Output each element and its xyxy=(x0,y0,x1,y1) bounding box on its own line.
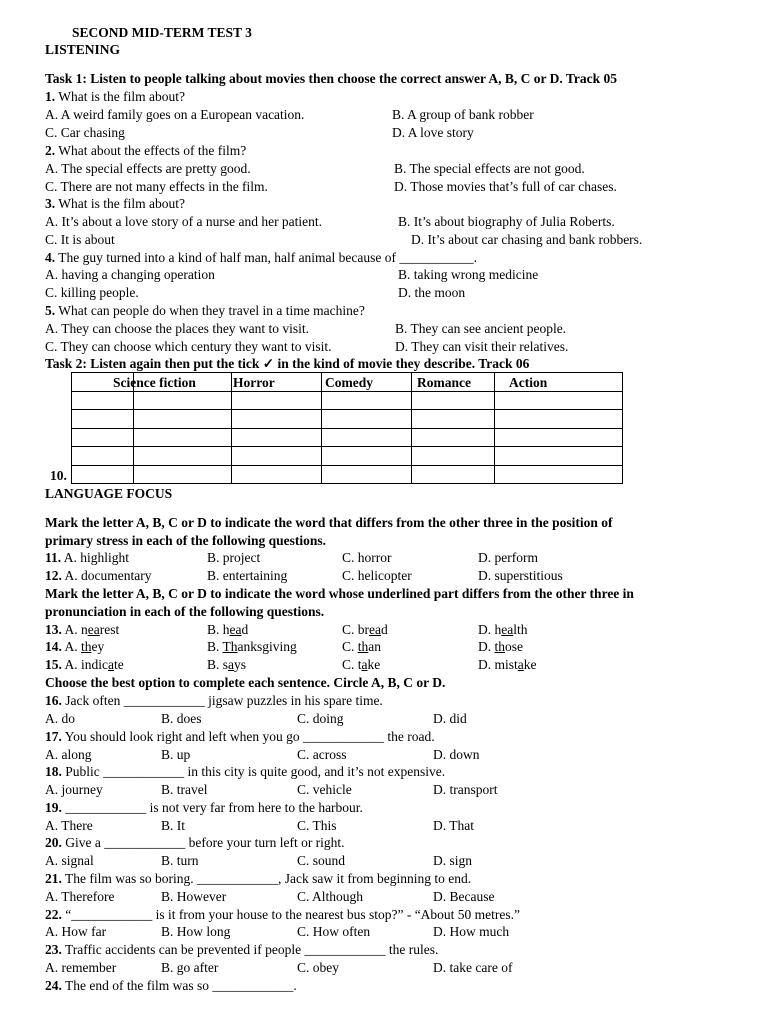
option-a: A. highlight xyxy=(61,550,130,565)
stress-instruction: primary stress in each of the following questions. xyxy=(45,533,327,548)
question-2 xyxy=(45,142,246,159)
option-c-text: ke xyxy=(367,657,381,672)
underlined-part: Th xyxy=(222,639,238,654)
option-2c: C. There are not many effects in the film. xyxy=(45,179,268,194)
option-2a: A. The special effects are pretty good. xyxy=(45,161,251,176)
question-5 xyxy=(45,302,365,319)
question-17 xyxy=(45,728,435,745)
option-a: A. signal xyxy=(45,853,94,868)
best-option-instruction: Choose the best option to complete each sentence. Circle A, B, C or D. xyxy=(45,675,446,690)
option-c-text: d xyxy=(380,622,388,637)
question-4 xyxy=(45,249,477,266)
option-a: A. journey xyxy=(45,782,103,797)
option-c: C. doing xyxy=(297,711,344,726)
option-c-text: C. t xyxy=(342,657,362,672)
table-row xyxy=(72,447,623,466)
option-d-text: ke xyxy=(523,657,537,672)
option-1c: C. Car chasing xyxy=(45,125,125,140)
option-d-text: D. xyxy=(478,639,495,654)
option-1b: B. A group of bank robber xyxy=(392,107,534,122)
option-3c: C. It is about xyxy=(45,232,115,247)
table-row xyxy=(72,428,623,447)
option-b: B. How long xyxy=(161,924,231,939)
question-number: 15. xyxy=(45,657,62,672)
question-text: “____________ is it from your house to the nearest bus stop?” - “About 50 metres.” xyxy=(61,907,521,922)
option-3a: A. It’s about a love story of a nurse and her patient. xyxy=(45,214,323,229)
option-d: D. sign xyxy=(433,853,473,868)
question-text: ____________ is not very far from here to the harbour. xyxy=(61,800,363,815)
question-1 xyxy=(45,88,185,105)
question-number: 1. xyxy=(45,89,56,104)
question-number: 12. xyxy=(45,568,62,583)
option-b xyxy=(207,621,248,638)
underlined-part: ea xyxy=(369,622,381,637)
option-4c: C. killing people. xyxy=(45,285,139,300)
question-text: Public ____________ in this city is quite good, and it’s not expensive. xyxy=(61,764,446,779)
option-3b: B. It’s about biography of Julia Roberts. xyxy=(398,214,615,229)
question-24 xyxy=(45,977,297,994)
question-18 xyxy=(45,763,445,780)
option-3d: D. It’s about car chasing and bank robbers. xyxy=(411,232,643,247)
option-d-text: D. mist xyxy=(478,657,518,672)
question-text: What is the film about? xyxy=(55,196,185,211)
task2-heading: Task 2: Listen again then put the tick ✓ in the kind of movie they describe. Track 06 xyxy=(45,356,530,371)
question-number: 20. xyxy=(45,835,62,850)
underlined-part: th xyxy=(494,639,506,654)
option-a: A. How far xyxy=(45,924,107,939)
column-header: Science fiction xyxy=(113,375,196,390)
question-22 xyxy=(45,906,520,923)
option-c-text: C. br xyxy=(342,622,369,637)
underlined-part: a xyxy=(517,657,524,672)
option-a: A. do xyxy=(45,711,75,726)
question-number: 13. xyxy=(45,622,62,637)
option-d: D. did xyxy=(433,711,467,726)
option-c xyxy=(342,656,380,673)
option-d: D. Because xyxy=(433,889,495,904)
option-4a: A. having a changing operation xyxy=(45,267,215,282)
option-c: C. This xyxy=(297,818,337,833)
option-d xyxy=(478,621,528,638)
question-text: Give a ____________ before your turn left or right. xyxy=(61,835,345,850)
question-20 xyxy=(45,834,345,851)
question-number: 14. xyxy=(45,639,62,654)
option-b xyxy=(207,638,297,655)
question-text: Jack often ____________ jigsaw puzzles in his spare time. xyxy=(61,693,383,708)
question-number: 4. xyxy=(45,250,56,265)
option-d: D. take care of xyxy=(433,960,513,975)
option-1d: D. A love story xyxy=(392,125,474,140)
column-header: Comedy xyxy=(325,375,373,390)
option-b-text: B. h xyxy=(207,622,230,637)
option-c: C. across xyxy=(297,747,347,762)
option-b: B. project xyxy=(207,550,261,565)
pron-instruction: Mark the letter A, B, C or D to indicate the word whose underlined part differs from the other three in xyxy=(45,586,634,601)
question-number: 3. xyxy=(45,196,56,211)
underlined-part: ea xyxy=(229,622,242,637)
option-c: C. obey xyxy=(297,960,339,975)
question-13 xyxy=(45,621,119,638)
option-5b: B. They can see ancient people. xyxy=(395,321,567,336)
option-d: D. down xyxy=(433,747,480,762)
option-b-text: B. s xyxy=(207,657,229,672)
question-number: 5. xyxy=(45,303,56,318)
table-row xyxy=(72,465,623,484)
option-c: C. horror xyxy=(342,550,392,565)
option-a-text: A. xyxy=(61,639,82,654)
option-a-text: A. n xyxy=(61,622,88,637)
question-number: 16. xyxy=(45,693,62,708)
option-a: A. Therefore xyxy=(45,889,115,904)
column-header: Action xyxy=(509,375,548,390)
question-number: 19. xyxy=(45,800,62,815)
option-d: D. perform xyxy=(478,550,538,565)
row-label: 10. xyxy=(50,468,67,483)
underlined-part: th xyxy=(81,639,92,654)
option-a-text: rest xyxy=(99,622,120,637)
option-1a: A. A weird family goes on a European vacation. xyxy=(45,107,305,122)
section-listening-heading: LISTENING xyxy=(45,42,121,57)
underlined-part: ea xyxy=(501,622,514,637)
question-21 xyxy=(45,870,471,887)
option-b: B. entertaining xyxy=(207,568,288,583)
question-number: 2. xyxy=(45,143,56,158)
column-header: Horror xyxy=(233,375,275,390)
stress-instruction: Mark the letter A, B, C or D to indicate the word that differs from the other three in the position of xyxy=(45,515,613,530)
option-a: A. remember xyxy=(45,960,117,975)
table-row xyxy=(72,410,623,429)
question-number: 11. xyxy=(45,550,62,565)
question-text: What is the film about? xyxy=(55,89,185,104)
question-number: 17. xyxy=(45,729,62,744)
option-b-text: anksgiving xyxy=(237,639,297,654)
option-d-text: lth xyxy=(513,622,528,637)
underlined-part: a xyxy=(361,657,368,672)
option-d xyxy=(478,638,523,655)
page-title: SECOND MID-TERM TEST 3 xyxy=(72,25,252,40)
question-15 xyxy=(45,656,124,673)
option-a: A. documentary xyxy=(61,568,152,583)
option-b: B. It xyxy=(161,818,186,833)
option-2d: D. Those movies that’s full of car chases. xyxy=(394,179,617,194)
option-c-text: an xyxy=(368,639,382,654)
question-number: 22. xyxy=(45,907,62,922)
question-number: 21. xyxy=(45,871,62,886)
underlined-part: th xyxy=(357,639,369,654)
question-number: 18. xyxy=(45,764,62,779)
option-c: C. Although xyxy=(297,889,364,904)
option-d: D. How much xyxy=(433,924,510,939)
option-d-text: D. h xyxy=(478,622,502,637)
option-b-text: d xyxy=(241,622,249,637)
option-c xyxy=(342,621,388,638)
underlined-part: a xyxy=(108,657,114,672)
option-c: C. vehicle xyxy=(297,782,352,797)
option-a: A. along xyxy=(45,747,92,762)
option-c: C. sound xyxy=(297,853,346,868)
option-c-text: C. xyxy=(342,639,358,654)
table-row xyxy=(72,391,623,410)
question-text: Traffic accidents can be prevented if people ____________ the rules. xyxy=(61,942,439,957)
question-text: The guy turned into a kind of half man, half animal because of ___________. xyxy=(55,250,478,265)
option-5a: A. They can choose the places they want to visit. xyxy=(45,321,310,336)
option-b: B. travel xyxy=(161,782,208,797)
question-23 xyxy=(45,941,438,958)
option-d: D. transport xyxy=(433,782,498,797)
option-a: A. There xyxy=(45,818,93,833)
question-19 xyxy=(45,799,363,816)
underlined-part: ea xyxy=(87,622,100,637)
option-4b: B. taking wrong medicine xyxy=(398,267,539,282)
option-2b: B. The special effects are not good. xyxy=(394,161,585,176)
option-c xyxy=(342,638,381,655)
option-b: B. However xyxy=(161,889,227,904)
option-d: D. That xyxy=(433,818,474,833)
option-a-text: ey xyxy=(91,639,105,654)
question-text: The end of the film was so ____________. xyxy=(61,978,297,993)
option-d-text: ose xyxy=(505,639,524,654)
option-b: B. turn xyxy=(161,853,199,868)
question-number: 23. xyxy=(45,942,62,957)
section-language-heading: LANGUAGE FOCUS xyxy=(45,486,173,501)
question-text: You should look right and left when you go ____________ the road. xyxy=(61,729,435,744)
question-12 xyxy=(45,567,151,584)
option-5d: D. They can visit their relatives. xyxy=(395,339,569,354)
question-14 xyxy=(45,638,104,655)
option-5c: C. They can choose which century they want to visit. xyxy=(45,339,332,354)
option-b: B. go after xyxy=(161,960,219,975)
option-a-text: te xyxy=(114,657,124,672)
pron-instruction: pronunciation in each of the following questions. xyxy=(45,604,325,619)
question-text: What about the effects of the film? xyxy=(55,143,247,158)
option-b: B. up xyxy=(161,747,191,762)
option-b xyxy=(207,656,246,673)
option-d: D. superstitious xyxy=(478,568,563,583)
option-c: C. helicopter xyxy=(342,568,412,583)
option-b-text: ys xyxy=(234,657,247,672)
option-b-text: B. xyxy=(207,639,223,654)
question-11 xyxy=(45,549,129,566)
underlined-part: a xyxy=(228,657,235,672)
option-c: C. How often xyxy=(297,924,371,939)
column-header: Romance xyxy=(417,375,471,390)
option-d xyxy=(478,656,537,673)
question-16 xyxy=(45,692,383,709)
option-a-text: A. indic xyxy=(61,657,108,672)
option-4d: D. the moon xyxy=(398,285,466,300)
question-text: What can people do when they travel in a time machine? xyxy=(55,303,365,318)
question-3 xyxy=(45,195,185,212)
option-b: B. does xyxy=(161,711,202,726)
question-number: 24. xyxy=(45,978,62,993)
question-text: The film was so boring. ____________, Jack saw it from beginning to end. xyxy=(61,871,472,886)
task1-heading: Task 1: Listen to people talking about movies then choose the correct answer A, B, C or D. Track 05 xyxy=(45,71,618,86)
